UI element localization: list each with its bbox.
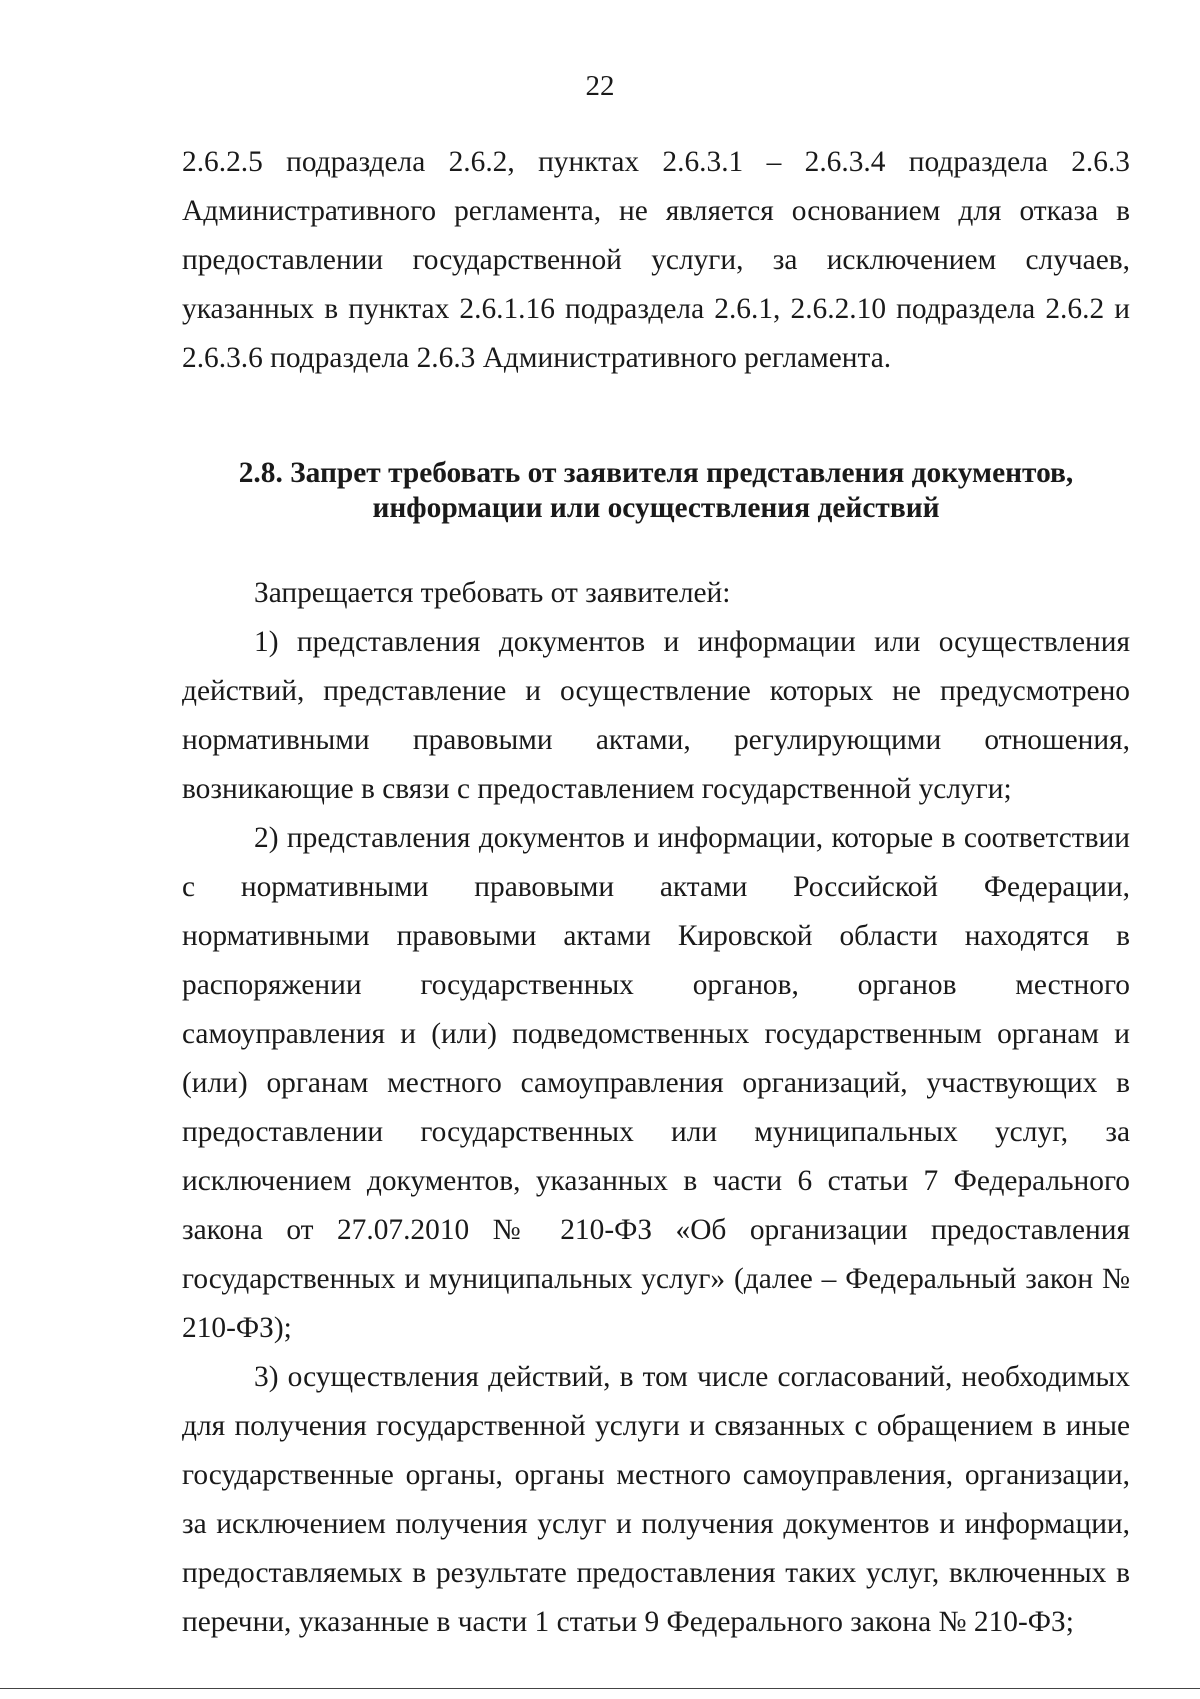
page-bottom-rule	[0, 1688, 1200, 1689]
page-number: 22	[585, 70, 615, 102]
lead-paragraph: Запрещается требовать от заявителей:	[254, 577, 731, 609]
section-heading-line-1: 2.8. Запрет требовать от заявителя представления документов,	[238, 457, 1074, 489]
section-heading-line-2: информации или осуществления действий	[372, 492, 940, 524]
list-item-1: 1) представления документов и информации или осуществления действий, представление и осуществление которых не предусмотрено нормативными правовыми актами, регулирующими отношения, возникающие в связи с предоставлением государственной услуги;	[182, 626, 1130, 805]
list-item-3: 3) осуществления действий, в том числе согласований, необходимых для получения государственной услуги и связанных с обращением в иные государственные органы, органы местного самоуправления, организации, за исключением получения услуг и получения документов и информации, предоставляемых в результате предоставления таких услуг, включенных в перечни, указанные в части 1 статьи 9 Федерального закона № 210-ФЗ;	[182, 1361, 1130, 1638]
document-body	[182, 138, 1130, 1647]
list-item-2: 2) представления документов и информации, которые в соответствии с нормативными правовыми актами Российской Федерации, нормативными правовыми актами Кировской области находятся в распоряжении государственных органов, органов местного самоуправления и (или) подведомственных государственным органам и (или) органам местного самоуправления организаций, участвующих в предоставлении государственных или муниципальных услуг, за исключением документов, указанных в части 6 статьи 7 Федерального закона от 27.07.2010 № 210-ФЗ «Об организации предоставления государственных и муниципальных услуг» (далее – Федеральный закон № 210-ФЗ);	[182, 822, 1130, 1344]
intro-paragraph: 2.6.2.5 подраздела 2.6.2, пунктах 2.6.3.1 – 2.6.3.4 подраздела 2.6.3 Административного регламента, не является основанием для отказа в предоставлении государственной услуги, за исключением случаев, указанных в пунктах 2.6.1.16 подраздела 2.6.1, 2.6.2.10 подраздела 2.6.2 и 2.6.3.6 подраздела 2.6.3 Административного регламента.	[182, 146, 1130, 374]
